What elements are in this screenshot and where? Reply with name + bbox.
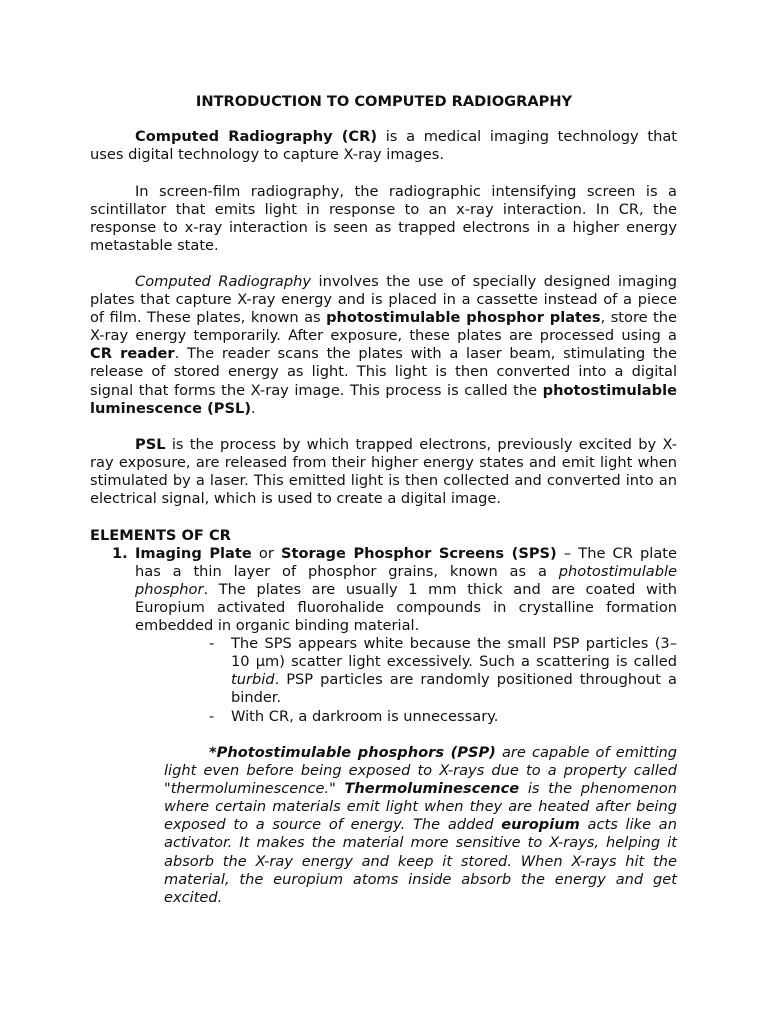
subitem-text: With CR, a darkroom is unnecessary.	[231, 708, 499, 725]
paragraph-text: . The reader scans the plates with a laser beam, stimulating the release of stored energy as light. This light is then converted into a digital signal that forms the X-ray image. This process is called the	[90, 345, 677, 399]
term-imaging-plate: Imaging Plate	[135, 545, 252, 562]
list-number: 1.	[112, 545, 128, 562]
subitem-darkroom	[231, 708, 677, 726]
paragraph-screen-film	[90, 183, 677, 255]
subitem-text: The SPS appears white because the small PSP particles (3–10 μm) scatter light excessively. Such a scattering is called	[231, 635, 677, 671]
note-text: is the phenomenon where certain materials emit light when they are heated after being exposed to a source of energy. The added	[164, 780, 677, 834]
term-sps: Storage Phosphor Screens (SPS)	[280, 545, 557, 562]
section-heading-elements: ELEMENTS OF CR	[90, 527, 231, 544]
term-computed-radiography: Computed Radiography (CR)	[135, 128, 378, 145]
subitem-sps-white	[231, 635, 677, 707]
paragraph-text: is the process by which trapped electrons, previously excited by X-ray exposure, are released from their higher energy states and emit light when stimulated by a laser. This emitted light is then collected and converted into an electrical signal, which is used to create a digital image.	[90, 436, 677, 508]
list-text: or	[251, 545, 281, 562]
bullet-dash: -	[209, 635, 215, 652]
paragraph-cr-process	[90, 273, 677, 418]
term-computed-radiography-italic: Computed Radiography	[135, 273, 312, 290]
term-thermoluminescence: Thermoluminescence	[344, 780, 520, 798]
paragraph-cr-definition	[90, 128, 677, 164]
list-text: – The CR plate has a thin layer of phosphor grains, known as a	[135, 545, 677, 581]
paragraph-text: is a medical imaging technology that uses digital technology to capture X-ray images.	[90, 128, 678, 164]
paragraph-text: , store the X-ray energy temporarily. After exposure, these plates are processed using a	[90, 309, 677, 345]
subitem-text: . PSP particles are randomly positioned throughout a binder.	[231, 671, 677, 707]
term-turbid: turbid	[231, 671, 275, 689]
term-psl: photostimulable luminescence (PSL)	[90, 381, 677, 417]
term-photostimulable-phosphor: photostimulable phosphor	[135, 563, 677, 599]
note-text: acts like an activator. It makes the material more sensitive to X-rays, helping it absorb the X-ray energy and keep it stored. When X-rays hit the material, the europium atoms inside absorb the energy and get excited.	[164, 816, 677, 906]
term-europium: europium	[501, 816, 580, 834]
note-text: are capable of emitting light even before being exposed to X-rays due to a property called "thermoluminescence."	[164, 744, 677, 798]
paragraph-text: .	[251, 399, 256, 417]
list-item-imaging-plate	[135, 545, 677, 635]
bullet-dash: -	[209, 708, 215, 725]
paragraph-psl	[90, 436, 677, 508]
page-title: INTRODUCTION TO COMPUTED RADIOGRAPHY	[195, 93, 573, 110]
list-text: . The plates are usually 1 mm thick and are coated with Europium activated fluorohalide compounds in crystalline formation embedded in organic binding material.	[135, 581, 677, 635]
term-psl-short: PSL	[135, 436, 166, 453]
term-cr-reader: CR reader	[90, 345, 175, 363]
paragraph-text: involves the use of specially designed imaging plates that capture X-ray energy and is placed in a cassette instead of a piece of film. These plates, known as	[90, 273, 677, 327]
note-psp	[164, 744, 677, 907]
paragraph-text: In screen-film radiography, the radiographic intensifying screen is a scintillator that emits light in response to an x-ray interaction. In CR, the response to x-ray interaction is seen as trapped electrons in a higher energy metastable state.	[90, 183, 677, 255]
term-psp: *Photostimulable phosphors (PSP)	[209, 744, 496, 761]
term-psp-plates: photostimulable phosphor plates	[326, 309, 601, 327]
